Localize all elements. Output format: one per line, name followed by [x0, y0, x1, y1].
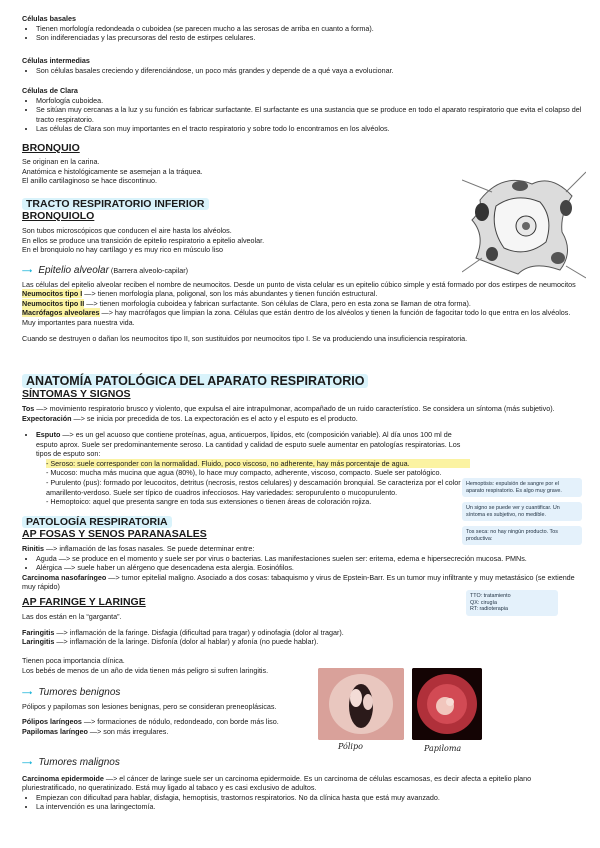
term: Macrófagos alveolares	[22, 308, 100, 318]
text-line: En ellos se produce una transición de epitelio respiratorio a epitelio alveolar.	[22, 235, 265, 245]
tracto-inferior-title: TRACTO RESPIRATORIO INFERIOR	[22, 198, 209, 210]
text-line: Son tubos microscópicos que conducen el aire hasta los alvéolos.	[22, 226, 232, 235]
paragraph	[22, 289, 582, 299]
term: Esputo	[36, 430, 61, 439]
list-item: • Morfología cuboidea.	[36, 96, 582, 106]
paragraph: Tienen poca importancia clínica.	[22, 656, 125, 665]
papiloma-caption: Papiloma	[424, 744, 462, 753]
esputo-type: - Hemoptoico: aquel que presenta sangre en toda sus extensiones o tienen áreas de coloración rojiza.	[46, 497, 372, 507]
text-line: El anillo cartilaginoso se hace discontinuo.	[22, 176, 158, 186]
malignos-section	[22, 758, 582, 812]
polipo-caption: Pólipo	[338, 742, 363, 751]
clara-title: Células de Clara	[22, 86, 78, 95]
list-item: • Son indiferenciadas y las precursoras del resto de estirpes celulares.	[36, 33, 442, 43]
esputo-type: - Mucoso: mucha más mucina que agua (80%), lo hace muy compacto, adherente, viscoso, compacto. Suele ser patológico.	[46, 468, 442, 478]
tracto-inferior-section	[22, 198, 452, 255]
definition: —> inflamación de la laringe. Disfonía (dolor al hablar) y afonía (no puede hablar).	[54, 637, 319, 647]
polipo-photo	[318, 668, 404, 740]
intermediate-section	[22, 56, 462, 75]
esputo-list	[22, 430, 470, 459]
esputo-section	[22, 430, 470, 507]
term: Expectoración	[22, 413, 72, 423]
text-line: Se originan en la carina.	[22, 157, 100, 166]
list-item: • Las células de Clara son muy importantes en el tracto respiratorio y sobre todo lo encontramos en los alvéolos.	[36, 124, 582, 134]
bronquiolo-title: BRONQUIOLO	[22, 210, 95, 222]
list-item: • Son células basales creciendo y diferenciándose, un poco más grandes y depende de a qué vaya a evolucionar.	[36, 66, 462, 76]
list-item: • Alérgica —> suele haber un alérgeno que desencadena esta alergia. Eosinófilos.	[36, 563, 582, 573]
term: Faringitis	[22, 627, 55, 637]
arrow-icon: ⟶	[22, 688, 33, 697]
malignos-list	[22, 793, 582, 812]
note-signo: Un signo se puede ver y cuantificar. Un síntoma es subjetivo, no medible.	[462, 502, 582, 521]
paragraph	[22, 299, 582, 309]
anat-section	[22, 374, 582, 423]
note-abbreviations: TTO: tratamiento QX: cirugía RT: radioterapia	[466, 590, 558, 616]
term: Laringitis	[22, 637, 55, 647]
basal-list	[22, 24, 442, 43]
paragraph	[22, 308, 582, 327]
list-item: • Empiezan con dificultad para hablar, disfagia, hemoptisis, trastornos respiratorios. No da clínica hasta que está muy avanzado.	[36, 793, 582, 803]
pat-section	[22, 516, 582, 592]
paragraph: Las células del epitelio alveolar reciben el nombre de neumocitos. Desde un punto de vista celular es un epitelio cúbico simple y está formado por dos estirpes de neumocitos	[22, 279, 576, 289]
definition: —> son más irregulares.	[87, 726, 169, 736]
anat-title: ANATOMÍA PATOLÓGICA DEL APARATO RESPIRATORIO	[22, 374, 368, 388]
paragraph: Pólipos y papilomas son lesiones benignas, pero se consideran preneoplásicas.	[22, 701, 277, 711]
faringe-notes	[22, 656, 322, 675]
list-item: • Aguda —> se produce en el momento y suele ser por virus o bacterias. Las manifestaciones suelen ser: eritema, edema e hipersecreción mucosa. PMNs.	[36, 554, 582, 564]
definition: —> tumor epitelial maligno. Asociado a dos cosas: tabaquismo y virus de Epstein-Barr. Es un tumor muy infiltrante y muy metastásico (se extiende muy rápido)	[22, 572, 575, 592]
anat-subtitle: SÍNTOMAS Y SIGNOS	[22, 388, 131, 400]
basal-title: Células basales	[22, 14, 76, 23]
alveolar-head-note: (Barrera alveolo-capilar)	[110, 266, 189, 275]
clara-list	[22, 96, 582, 134]
term: Carcinoma nasofaríngeo	[22, 572, 107, 582]
rinitis-list	[22, 554, 582, 573]
faringe-title: AP FARINGE Y LARINGE	[22, 596, 146, 608]
papiloma-photo	[412, 668, 482, 740]
term: Papilomas laríngeo	[22, 726, 88, 736]
definition: —> el cáncer de laringe suele ser un carcinoma epidermoide. Es un carcinoma de células escamosas, es decir afecta a epitelio plano pluriestratificado, no queratinizado. Está muy ligado al tabaco y es casi exclusivo de adultos.	[22, 773, 532, 793]
esputo-type: - Seroso: suele corresponder con la normalidad. Fluido, poco viscoso, no adherente, hay más porcentaje de agua.	[46, 459, 470, 469]
bronquio-title: BRONQUIO	[22, 142, 80, 154]
intermediate-list	[22, 66, 462, 76]
arrow-icon: ⟶	[22, 758, 33, 767]
definition: —> formaciones de nódulo, redondeado, con borde más liso.	[81, 717, 279, 727]
esputo-types	[22, 459, 470, 507]
note-hemoptisis: Hemoptisis: expulsión de sangre por el aparato respiratorio. Es algo muy grave.	[462, 478, 582, 497]
bronquio-section	[22, 142, 442, 186]
definition: —> movimiento respiratorio brusco y violento, que expulsa el aire intrapulmonar, acompañado de un ruido característico. Se considera un síntoma (más subjetivo).	[34, 404, 555, 413]
basal-section	[22, 14, 442, 43]
list-item	[36, 430, 470, 459]
definition: —> tienen morfología cuboidea y fabrican surfactante. Son células de Clara, pero en esta zona se llaman de otra forma).	[84, 298, 471, 308]
definition: —> tienen morfología plana, poligonal, son los más abundantes y tienen función estructural.	[82, 289, 378, 299]
malignos-head: Tumores malignos	[38, 757, 120, 768]
paragraph: Cuando se destruyen o dañan los neumocitos tipo II, son sustituidos por neumocitos tipo I. Se va produciendo una insuficiencia respiratoria.	[22, 333, 468, 343]
definition: —> hay macrófagos que limpian la zona. Células que están dentro de los alvéolos y tienen la función de fagocitar todo lo que entra en los alvéolos. Muy importantes para nuestra vida.	[22, 308, 571, 327]
benignos-section	[22, 688, 322, 736]
faringe-section	[22, 596, 462, 647]
clara-section	[22, 86, 582, 134]
list-item: • La intervención es una laringectomía.	[36, 802, 582, 812]
alveolar-head: Epitelio alveolar	[38, 265, 109, 276]
term: Pólipos laríngeos	[22, 717, 82, 727]
list-item: • Tienen morfología redondeada o cuboidea (se parecen mucho a las serosas de arriba en cuanto a forma).	[36, 24, 442, 34]
term: Neumocitos tipo II	[22, 298, 85, 308]
term: Tos	[22, 404, 35, 413]
alveolar-section	[22, 266, 582, 343]
term: Rinitis	[22, 544, 44, 553]
term: Neumocitos tipo I	[22, 289, 83, 299]
text-line: En el bronquiolo no hay cartílago y es muy rico en músculo liso	[22, 245, 223, 255]
text-line: Anatómica e histológicamente se asemejan a la tráquea.	[22, 166, 203, 176]
definition: —> se inicia por precedida de tos. La expectoración es el acto y el esputo es el producto.	[71, 413, 358, 423]
definition: —> inflamación de la faringe. Disfagia (dificultad para tragar) y odinofagia (dolor al tragar).	[54, 627, 344, 637]
definition: —> inflamación de las fosas nasales. Se puede determinar entre:	[43, 544, 255, 553]
arrow-icon: ⟶	[22, 266, 33, 275]
definition: —> es un gel acuoso que contiene proteínas, agua, anticuerpos, lípidos, etc (composición variable). Al día unos 100 ml de esputo aprox. Suele ser predominantemente seroso. La cantidad y calidad de esputo suele aumentar en patologías respiratorias. Los tipos de esputo son:	[36, 430, 461, 459]
paragraph: Las dos están en la “garganta”.	[22, 612, 122, 621]
benignos-head: Tumores benignos	[38, 687, 121, 698]
pat-title: PATOLOGÍA RESPIRATORIA	[22, 516, 172, 528]
intermediate-title: Células intermedias	[22, 56, 90, 65]
esputo-type: - Purulento (pus): formado por leucocitos, detritus (necrosis, restos celulares) y descamación bronquial. Se caracteriza por el color amarillento-verdoso. Suele ser típico de cuadros infecciosos. Hay variedades: seropurulento o mucopurulento.	[46, 477, 461, 497]
paragraph: Los bebés de menos de un año de vida tienen más peligro si sufren laringitis.	[22, 665, 269, 675]
note-tos: Tos seca: no hay ningún producto. Tos productiva:	[462, 526, 582, 545]
term: Carcinoma epidermoide	[22, 773, 104, 783]
pat-subtitle: AP FOSAS Y SENOS PARANASALES	[22, 528, 207, 540]
list-item: • Se sitúan muy cercanas a la luz y su función es fabricar surfactante. El surfactante es una sustancia que se produce en todo el aparato respiratorio que evita el colapso del tracto respiratorio.	[36, 105, 582, 124]
